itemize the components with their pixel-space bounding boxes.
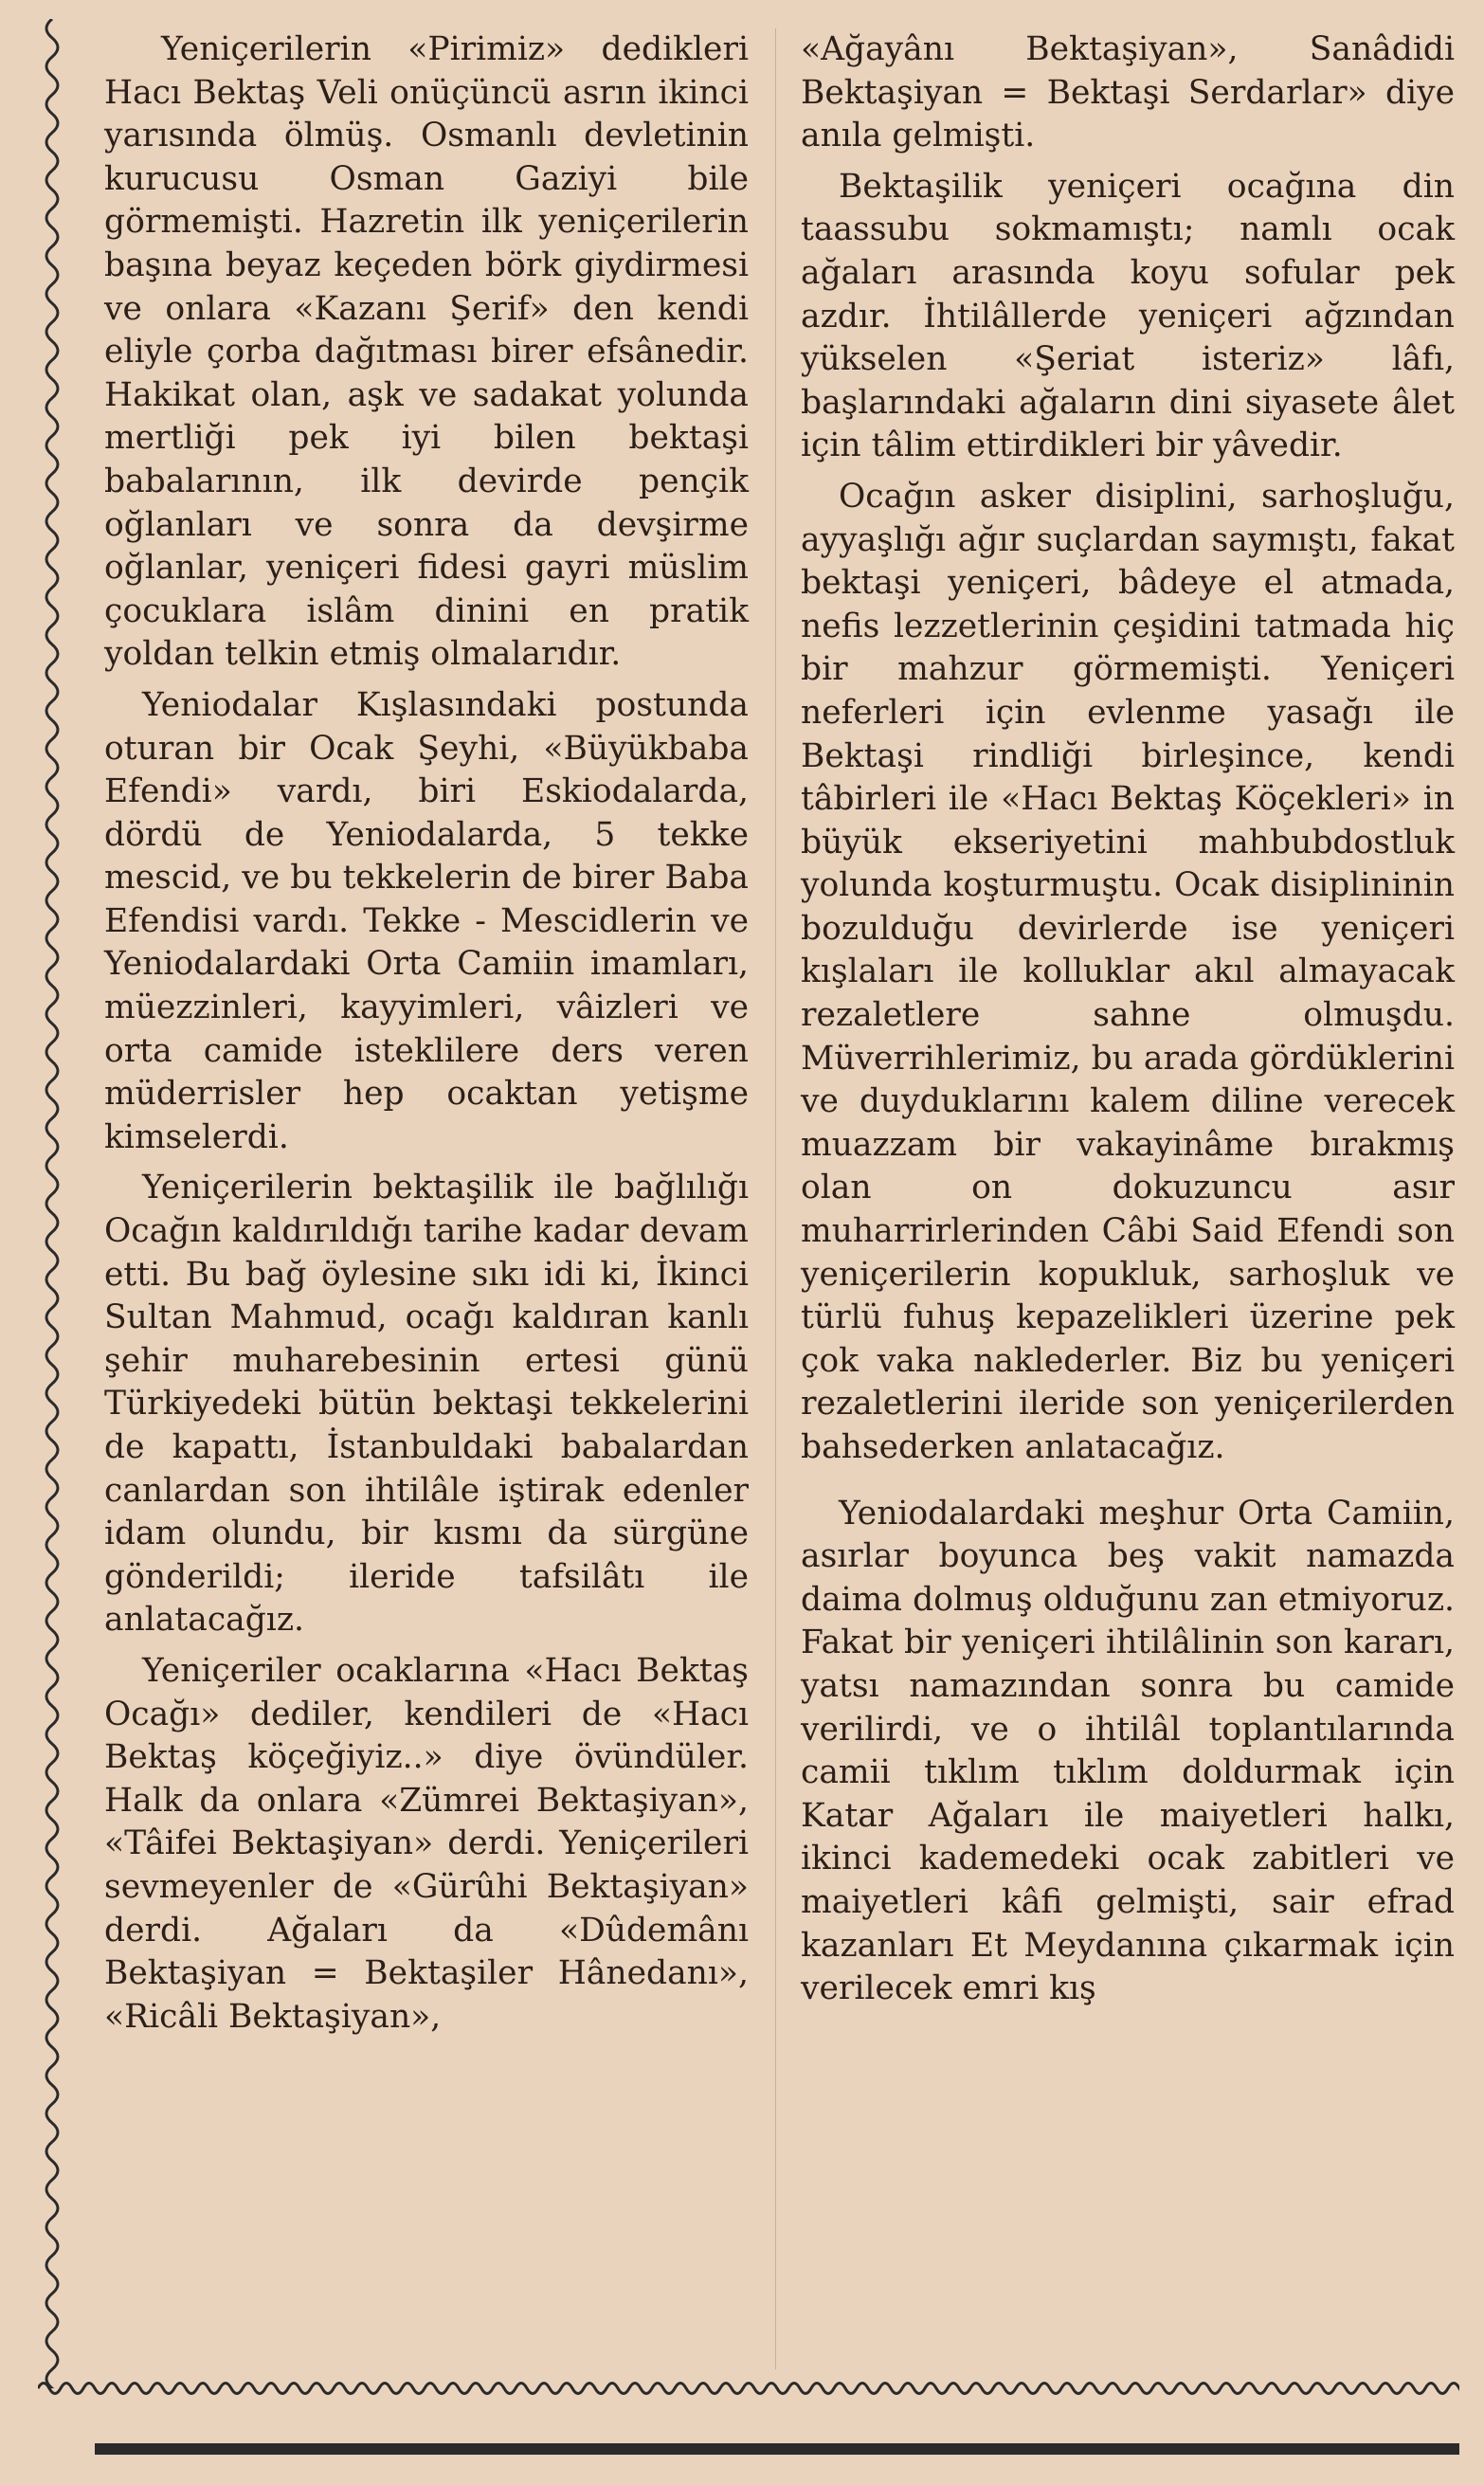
bottom-rule: [95, 2443, 1459, 2455]
column-divider: [775, 28, 776, 2369]
left-text-column: [104, 28, 749, 2046]
paragraph: Ocağın asker disiplini, sarhoşluğu, ayyaşlığı ağır suçlardan saymıştı, fakat bektaşi yeniçeri, bâdeye el atmada, nefis lezzetlerinin çeşidini tatmada hiç bir mahzur görmemişti. Yeniçeri neferleri için evlenme yasağı ile Bektaşi rindliği birleşince, kendi tâbirleri ile «Hacı Bektaş Köçekleri» in büyük ekseriyetini mahbubdostluk yolunda koşturmuştu. Ocak disiplininin bozulduğu devirlerde ise yeniçeri kışlaları ile kolluklar akıl almayacak rezaletlere sahne olmuşdu. Müverrihlerimiz, bu arada gördüklerini ve duyduklarını kalem diline verecek muazzam bir vakayinâme bırakmış olan on dokuzuncu asır muharrirlerinden Câbi Said Efendi son yeniçerilerin kopukluk, sarhoşluk ve türlü fuhuş kepazelikleri üzerine pek çok vaka naklederler. Biz bu yeniçeri rezaletlerini ileride son yeniçerilerden bahsederken anlatacağız.: [801, 477, 1455, 1466]
paragraph: Yeniçerilerin bektaşilik ile bağlılığı Ocağın kaldırıldığı tarihe kadar devam etti. Bu bağ öylesine sıkı idi ki, İkinci Sultan Mahmud, ocağı kaldıran kanlı şehir muharebesinin ertesi günü Türkiyedeki bütün bektaşi tekkelerini de kapattı, İstanbuldaki babalardan canlardan son ihtilâle iştirak edenler idam olundu, bir kısmı da sürgüne gönderildi; ileride tafsilâtı ile anlatacağız.: [104, 1169, 749, 1640]
paragraph: Yeniodalardaki meşhur Orta Camiin, asırlar boyunca beş vakit namazda daima dolmuş olduğunu zan etmiyoruz. Fakat bir yeniçeri ihtilâlinin son kararı, yatsı namazından sonra bu camide verilirdi, ve o ihtilâl toplantılarında camii tıklım tıklım doldurmak için Katar Ağaları ile maiyetleri halkı, ikinci kademedeki ocak zabitleri ve maiyetleri kâfi gelmişti, sair efrad kazanları Et Meydanına çıkarmak için verilecek emri kış: [801, 1494, 1455, 2008]
paragraph: «Ağayânı Bektaşiyan», Sanâdidi Bektaşiyan = Bektaşi Serdarlar» diye anıla gelmişti.: [801, 30, 1455, 155]
paragraph: Yeniodalar Kışlasındaki postunda oturan bir Ocak Şeyhi, «Büyükbaba Efendi» vardı, biri Eskiodalarda, dördü de Yeniodalarda, 5 tekke mescid, ve bu tekkelerin de birer Baba Efendisi vardı. Tekke - Mescidlerin ve Yeniodalardaki Orta Camiin imamları, müezzinleri, kayyimleri, vâizleri ve orta camide isteklilere ders veren müderrisler hep ocaktan yetişme kimselerdi.: [104, 685, 749, 1156]
right-text-column: [801, 28, 1455, 2019]
left-wavy-border: [38, 19, 66, 2388]
bottom-wavy-border: [38, 2374, 1459, 2403]
paragraph: Yeniçerilerin «Pirimiz» dedikleri Hacı Bektaş Veli onüçüncü asrın ikinci yarısında ölmüş. Osmanlı devletinin kurucusu Osman Gaziyi bile görmemişti. Hazretin ilk yeniçerilerin başına beyaz keçeden börk giydirmesi ve onlara «Kazanı Şerif» den kendi eliyle çorba dağıtması birer efsânedir. Hakikat olan, aşk ve sadakat yolunda mertliği pek iyi bilen bektaşi babalarının, ilk devirde pençik oğlanları ve sonra da devşirme oğlanlar, yeniçeri fidesi gayri müslim çocuklara islâm dinini en pratik yoldan telkin etmiş olmalarıdır.: [104, 30, 749, 674]
paragraph: Yeniçeriler ocaklarına «Hacı Bektaş Ocağı» dediler, kendileri de «Hacı Bektaş köçeğiyiz..» diye övündüler. Halk da onlara «Zümrei Bektaşiyan», «Tâifei Bektaşiyan» derdi. Yeniçerileri sevmeyenler de «Gürûhi Bektaşiyan» derdi. Ağaları da «Dûdemânı Bektaşiyan = Bektaşiler Hânedanı», «Ricâli Bektaşiyan»,: [104, 1651, 749, 2036]
paragraph: Bektaşilik yeniçeri ocağına din taassubu sokmamıştı; namlı ocak ağaları arasında koyu sofular pek azdır. İhtilâllerde yeniçeri ağzından yükselen «Şeriat isteriz» lâfı, başlarındaki ağaların dini siyasete âlet için tâlim ettirdikleri bir yâvedir.: [801, 167, 1455, 465]
